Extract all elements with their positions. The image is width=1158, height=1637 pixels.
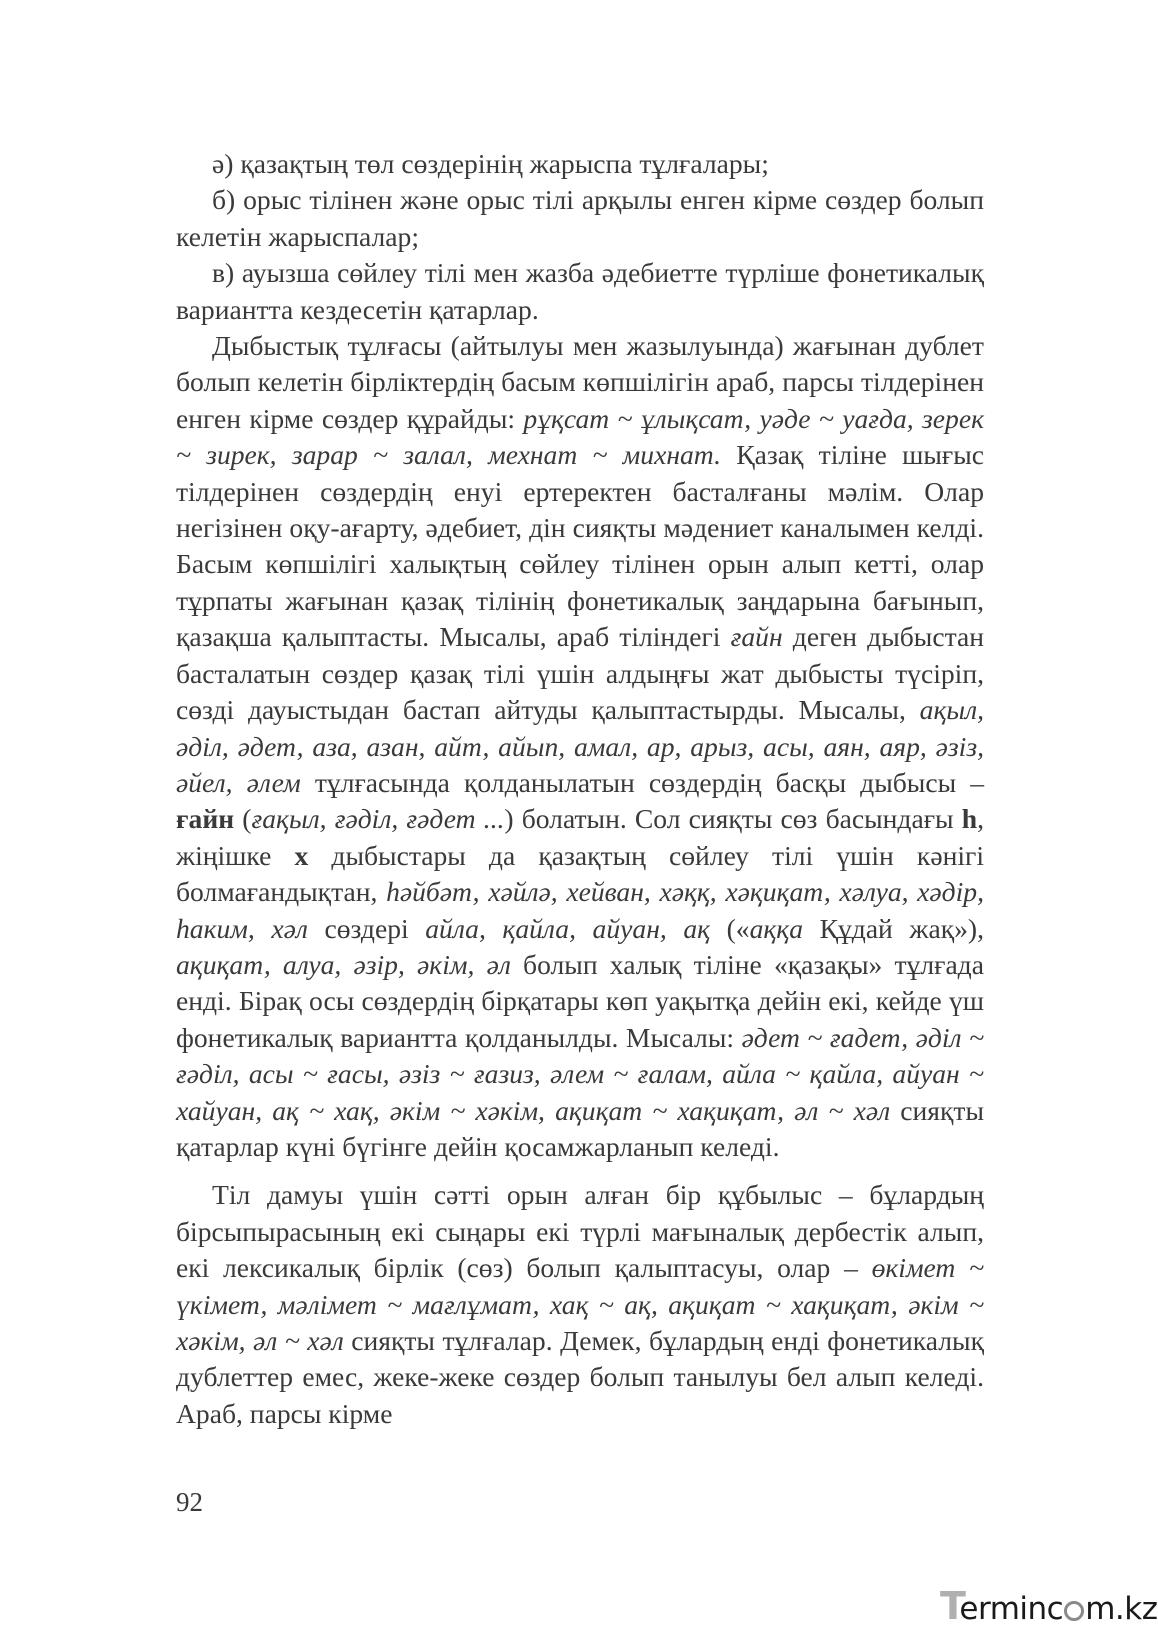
body-text: Тіл дамуы үшін сәтті орын алған бір құбылыс – бұлардың бірсыпырасының екі сыңары екі түрлі мағыналық дербестік алып, екі лексикалық бірлік (сөз) болып қалыптасуы, олар [176,1179,984,1284]
body-text: Қазақ тіліне шығыс тілдерінен сөздердің енуі ертеректен басталғаны мәлім. Олар негізінен оқу-ағарту, әдебиет, дін сияқты мәдениет каналымен келді. Басым көпшілігі халықтың сөйлеу тілінен орын алып кетті, олар тұрпаты жағынан қазақ тілінің фонетикалық заңдарына бағынып, қазақша қалыптасты. Мысалы, араб тіліндегі [176,439,984,653]
body-text: деген дыбыстан басталатын сөздер қазақ тілі үшін алдыңғы жат дыбысты түсіріп, сөзді дауыстыдан бастап айтуды қалыптастырды. Мысалы, [176,621,984,726]
body-text: Дыбыстық тұлғасы (айтылуы мен жазылуында) жағынан дублет болып келетін бірліктердің басым көпшілігін араб, парсы тілдерінен енген кірме сөздер құрайды: [176,330,984,434]
paragraph-final [176,1177,984,1432]
bold-term-text: х [294,839,309,871]
termincom-logo-watermark [940,1586,1157,1626]
body-text: в) ауызша сөйлеу тілі мен жазба әдебиетте түрліше фонетикалық вариантта кездесетін қатарлар. [176,257,984,325]
logo-text-part-1: erminc [959,1591,1064,1627]
italic-example-text: рұқсат ~ ұлықсат, уәде ~ уағда, зерек ~ зирек, зарар ~ залал, мехнат ~ михнат. [176,402,984,471]
italic-example-text: аққа [749,912,804,944]
body-text: болып халық тіліне «қазақы» тұлғада енді. Бірақ осы сөздердің бірқатары көп уақытқа дейін екі, кейде үш фонетикалық вариантта қолданылды. Мысалы: [176,948,984,1053]
body-text: сияқты қатарлар күні бүгінге дейін қосамжарланып келеді. [176,1094,984,1162]
paragraph-list-item-a [176,146,984,182]
italic-example-text: – өкімет ~ үкімет, мәлімет ~ мағлұмат, хақ ~ ақ, ақиқат ~ хақиқат, әкім ~ хәкім, әл ~ хәл [176,1252,984,1356]
body-text: , жіңішке [176,803,984,871]
bold-term-text: ғайн [176,803,235,835]
body-text: сөздері [307,912,426,944]
body-text: б) орыс тілінен және орыс тілі арқылы енген кірме сөздер болып келетін жарыспалар; [176,184,984,252]
body-text: ) болатын. Сол сияқты сөз басындағы [504,803,962,835]
italic-example-text: ақыл, әділ, әдет, аза, азан, айт, айып, амал, ар, арыз, асы, аян, аяр, әзіз, әйел, әлем [176,694,984,798]
italic-example-text: ғайн [730,621,783,653]
paragraph-main [176,328,984,1165]
body-text: ә) қазақтың төл сөздерінің жарыспа тұлғалары; [212,148,769,179]
italic-example-text: ғақыл, ғәділ, ғәдет ... [251,803,505,835]
italic-example-text: ақиқат, алуа, әзір, әкім, әл [176,948,511,980]
body-text: тұлғасында қолданылатын сөздердің басқы дыбысы – [300,766,985,798]
paragraph-list-item-b [176,182,984,255]
italic-example-text: әдет ~ ғадет, әділ ~ ғәділ, асы ~ ғасы, әзіз ~ ғазиз, әлем ~ ғалам, айла ~ қайла, айуан ~ хайуан, ақ ~ хақ, әкім ~ хәкім, ақиқат ~ хақиқат, әл ~ хәл [176,1021,985,1126]
italic-example-text: айла, қайла, айуан, ақ [425,912,711,944]
body-text: ( [234,803,252,835]
page-body [176,146,984,1432]
body-text: сияқты тұлғалар. Демек, бұлардың енді фонетикалық дублеттер емес, жеке-жеке сөздер болып танылуы бел алып келеді. Араб, парсы кірме [176,1325,984,1429]
page-number: 92 [176,1487,203,1517]
paragraph-list-item-c [176,255,984,328]
body-text: Құдай жақ»), [803,912,984,944]
body-text: (« [710,912,750,944]
logo-o-ring-icon [1064,1601,1084,1621]
logo-t-letter: T [940,1584,966,1628]
logo-text-part-2: m.kz [1085,1591,1158,1627]
bold-term-text: h [961,803,978,835]
body-text: дыбыстары да қазақтың сөйлеу тілі үшін кәнігі болмағандықтан, [176,839,984,908]
italic-example-text: һәйбәт, хәйлә, хейван, хәққ, хәқиқат, хәлуа, хәдір, һаким, хәл [176,876,984,944]
